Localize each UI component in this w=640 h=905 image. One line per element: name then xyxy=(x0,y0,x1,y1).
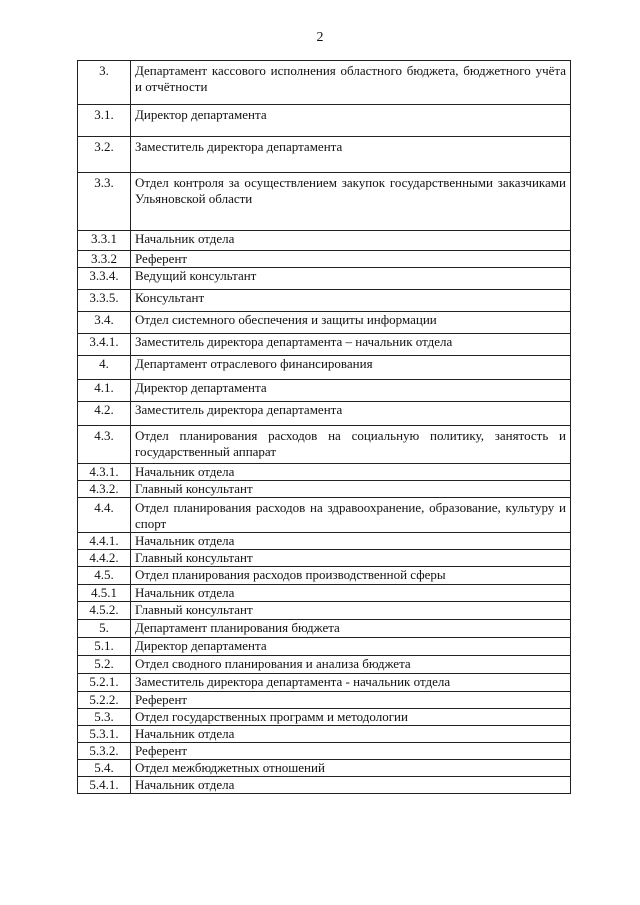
positions-table xyxy=(77,60,571,794)
positions-table-body xyxy=(78,61,571,794)
row-title-cell: Начальник отдела xyxy=(131,726,571,743)
table-row xyxy=(78,656,571,674)
row-title-cell: Начальник отдела xyxy=(131,533,571,550)
row-title-cell: Отдел сводного планирования и анализа бюджета xyxy=(131,656,571,674)
row-title-cell: Референт xyxy=(131,743,571,760)
row-number-cell: 3.4. xyxy=(78,312,131,334)
row-number-cell: 5.2. xyxy=(78,656,131,674)
table-row xyxy=(78,464,571,481)
row-number-cell: 5.2.1. xyxy=(78,674,131,692)
table-row xyxy=(78,137,571,173)
table-row xyxy=(78,481,571,498)
row-title-cell: Начальник отдела xyxy=(131,585,571,602)
table-row xyxy=(78,777,571,794)
table-row xyxy=(78,726,571,743)
table-row xyxy=(78,426,571,464)
row-title-cell: Отдел контроля за осуществлением закупок государственными заказчиками Ульяновской области xyxy=(131,173,571,231)
table-row xyxy=(78,620,571,638)
row-number-cell: 3.3.1 xyxy=(78,231,131,251)
row-number-cell: 3.4.1. xyxy=(78,334,131,356)
table-row xyxy=(78,638,571,656)
table-row xyxy=(78,567,571,585)
row-number-cell: 4.1. xyxy=(78,380,131,402)
row-number-cell: 5.4.1. xyxy=(78,777,131,794)
row-number-cell: 5.2.2. xyxy=(78,692,131,709)
row-title-cell: Начальник отдела xyxy=(131,777,571,794)
row-number-cell: 5.1. xyxy=(78,638,131,656)
table-row xyxy=(78,312,571,334)
row-number-cell: 5.4. xyxy=(78,760,131,777)
table-row xyxy=(78,380,571,402)
row-number-cell: 5. xyxy=(78,620,131,638)
row-number-cell: 4. xyxy=(78,356,131,380)
table-row xyxy=(78,231,571,251)
row-title-cell: Начальник отдела xyxy=(131,231,571,251)
row-title-cell: Департамент отраслевого финансирования xyxy=(131,356,571,380)
row-number-cell: 3.1. xyxy=(78,105,131,137)
row-title-cell: Главный консультант xyxy=(131,481,571,498)
row-number-cell: 3.3.5. xyxy=(78,290,131,312)
row-number-cell: 4.5.2. xyxy=(78,602,131,620)
table-row xyxy=(78,61,571,105)
table-row xyxy=(78,402,571,426)
row-title-cell: Главный консультант xyxy=(131,602,571,620)
row-number-cell: 4.3. xyxy=(78,426,131,464)
table-row xyxy=(78,709,571,726)
row-title-cell: Заместитель директора департамента xyxy=(131,137,571,173)
row-number-cell: 5.3.1. xyxy=(78,726,131,743)
row-number-cell: 4.3.2. xyxy=(78,481,131,498)
row-title-cell: Заместитель директора департамента xyxy=(131,402,571,426)
row-number-cell: 4.4.2. xyxy=(78,550,131,567)
table-row xyxy=(78,533,571,550)
row-number-cell: 4.3.1. xyxy=(78,464,131,481)
table-row xyxy=(78,268,571,290)
table-row xyxy=(78,290,571,312)
row-number-cell: 3.2. xyxy=(78,137,131,173)
row-title-cell: Консультант xyxy=(131,290,571,312)
row-title-cell: Заместитель директора департамента – начальник отдела xyxy=(131,334,571,356)
row-title-cell: Заместитель директора департамента - начальник отдела xyxy=(131,674,571,692)
table-row xyxy=(78,760,571,777)
row-number-cell: 4.4. xyxy=(78,498,131,533)
row-title-cell: Референт xyxy=(131,251,571,268)
row-title-cell: Ведущий консультант xyxy=(131,268,571,290)
row-number-cell: 4.2. xyxy=(78,402,131,426)
row-number-cell: 3. xyxy=(78,61,131,105)
row-title-cell: Отдел планирования расходов на социальную политику, занятость и государственный аппарат xyxy=(131,426,571,464)
row-number-cell: 4.4.1. xyxy=(78,533,131,550)
table-row xyxy=(78,602,571,620)
row-title-cell: Департамент планирования бюджета xyxy=(131,620,571,638)
table-row xyxy=(78,585,571,602)
table-row xyxy=(78,105,571,137)
table-row xyxy=(78,334,571,356)
table-row xyxy=(78,251,571,268)
table-row xyxy=(78,692,571,709)
row-number-cell: 5.3.2. xyxy=(78,743,131,760)
table-row xyxy=(78,674,571,692)
row-title-cell: Отдел системного обеспечения и защиты информации xyxy=(131,312,571,334)
table-row xyxy=(78,550,571,567)
table-row xyxy=(78,356,571,380)
row-title-cell: Отдел планирования расходов производственной сферы xyxy=(131,567,571,585)
row-title-cell: Референт xyxy=(131,692,571,709)
row-title-cell: Департамент кассового исполнения областного бюджета, бюджетного учёта и отчётности xyxy=(131,61,571,105)
page-number: 2 xyxy=(316,30,324,45)
table-row xyxy=(78,498,571,533)
row-title-cell: Отдел государственных программ и методологии xyxy=(131,709,571,726)
row-title-cell: Начальник отдела xyxy=(131,464,571,481)
row-number-cell: 3.3.4. xyxy=(78,268,131,290)
row-number-cell: 3.3. xyxy=(78,173,131,231)
row-number-cell: 3.3.2 xyxy=(78,251,131,268)
row-number-cell: 4.5.1 xyxy=(78,585,131,602)
row-title-cell: Директор департамента xyxy=(131,638,571,656)
row-title-cell: Директор департамента xyxy=(131,105,571,137)
row-title-cell: Главный консультант xyxy=(131,550,571,567)
row-title-cell: Директор департамента xyxy=(131,380,571,402)
row-number-cell: 4.5. xyxy=(78,567,131,585)
row-number-cell: 5.3. xyxy=(78,709,131,726)
row-title-cell: Отдел межбюджетных отношений xyxy=(131,760,571,777)
table-row xyxy=(78,743,571,760)
table-row xyxy=(78,173,571,231)
row-title-cell: Отдел планирования расходов на здравоохранение, образование, культуру и спорт xyxy=(131,498,571,533)
